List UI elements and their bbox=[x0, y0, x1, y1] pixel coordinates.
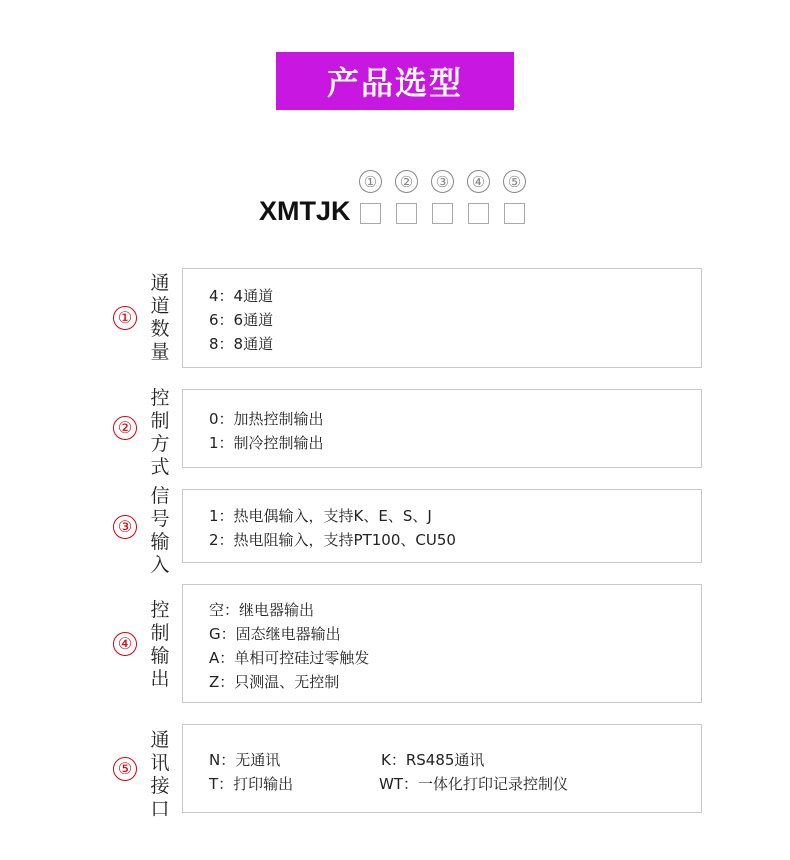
code-slot-1 bbox=[360, 203, 381, 224]
section-marker: ③ bbox=[113, 515, 137, 539]
option-line: 空：继电器输出 bbox=[209, 601, 315, 619]
option-line: 4：4通道 bbox=[209, 287, 274, 305]
code-slot-4 bbox=[468, 203, 489, 224]
options-panel bbox=[182, 389, 702, 468]
option-line: G：固态继电器输出 bbox=[209, 625, 341, 643]
option-line: 6：6通道 bbox=[209, 311, 274, 329]
option-line: Z：只测温、无控制 bbox=[209, 673, 340, 691]
section-marker: ⑤ bbox=[113, 757, 137, 781]
option-line: 8：8通道 bbox=[209, 335, 274, 353]
option-line: 2：热电阻输入，支持PT100、CU50 bbox=[209, 531, 456, 549]
option-line: 1：制冷控制输出 bbox=[209, 434, 324, 452]
section-label: 通讯接口 bbox=[150, 729, 170, 820]
options-panel bbox=[182, 268, 702, 368]
position-marker-3: ③ bbox=[431, 170, 454, 193]
options-panel bbox=[182, 489, 702, 563]
option-line: A：单相可控硅过零触发 bbox=[209, 649, 370, 667]
code-slot-5 bbox=[504, 203, 525, 224]
section-label: 控制方式 bbox=[150, 387, 170, 478]
section-label: 控制输出 bbox=[150, 599, 170, 690]
section-marker: ② bbox=[113, 416, 137, 440]
page-title: 产品选型 bbox=[276, 52, 514, 110]
section-marker: ④ bbox=[113, 632, 137, 656]
section-signal-input bbox=[0, 485, 790, 576]
section-label: 通道数量 bbox=[150, 272, 170, 363]
code-slot-3 bbox=[432, 203, 453, 224]
section-channel-count bbox=[0, 268, 790, 368]
option-line: 1：热电偶输入，支持K、E、S、J bbox=[209, 507, 432, 525]
options-panel bbox=[182, 724, 702, 813]
section-communication bbox=[0, 724, 790, 820]
section-control-output bbox=[0, 584, 790, 703]
position-marker-2: ② bbox=[395, 170, 418, 193]
model-prefix: XMTJK bbox=[259, 196, 351, 226]
option-line: T：打印输出 bbox=[209, 775, 294, 793]
section-marker: ① bbox=[113, 306, 137, 330]
option-line: WT：一体化打印记录控制仪 bbox=[379, 775, 568, 793]
option-line: N：无通讯 bbox=[209, 751, 281, 769]
position-marker-1: ① bbox=[359, 170, 382, 193]
option-line: 0：加热控制输出 bbox=[209, 410, 324, 428]
option-line: K：RS485通讯 bbox=[381, 751, 485, 769]
section-control-mode bbox=[0, 387, 790, 478]
position-marker-4: ④ bbox=[467, 170, 490, 193]
position-marker-5: ⑤ bbox=[503, 170, 526, 193]
options-panel bbox=[182, 584, 702, 703]
code-slot-2 bbox=[396, 203, 417, 224]
section-label: 信号输入 bbox=[150, 485, 170, 576]
